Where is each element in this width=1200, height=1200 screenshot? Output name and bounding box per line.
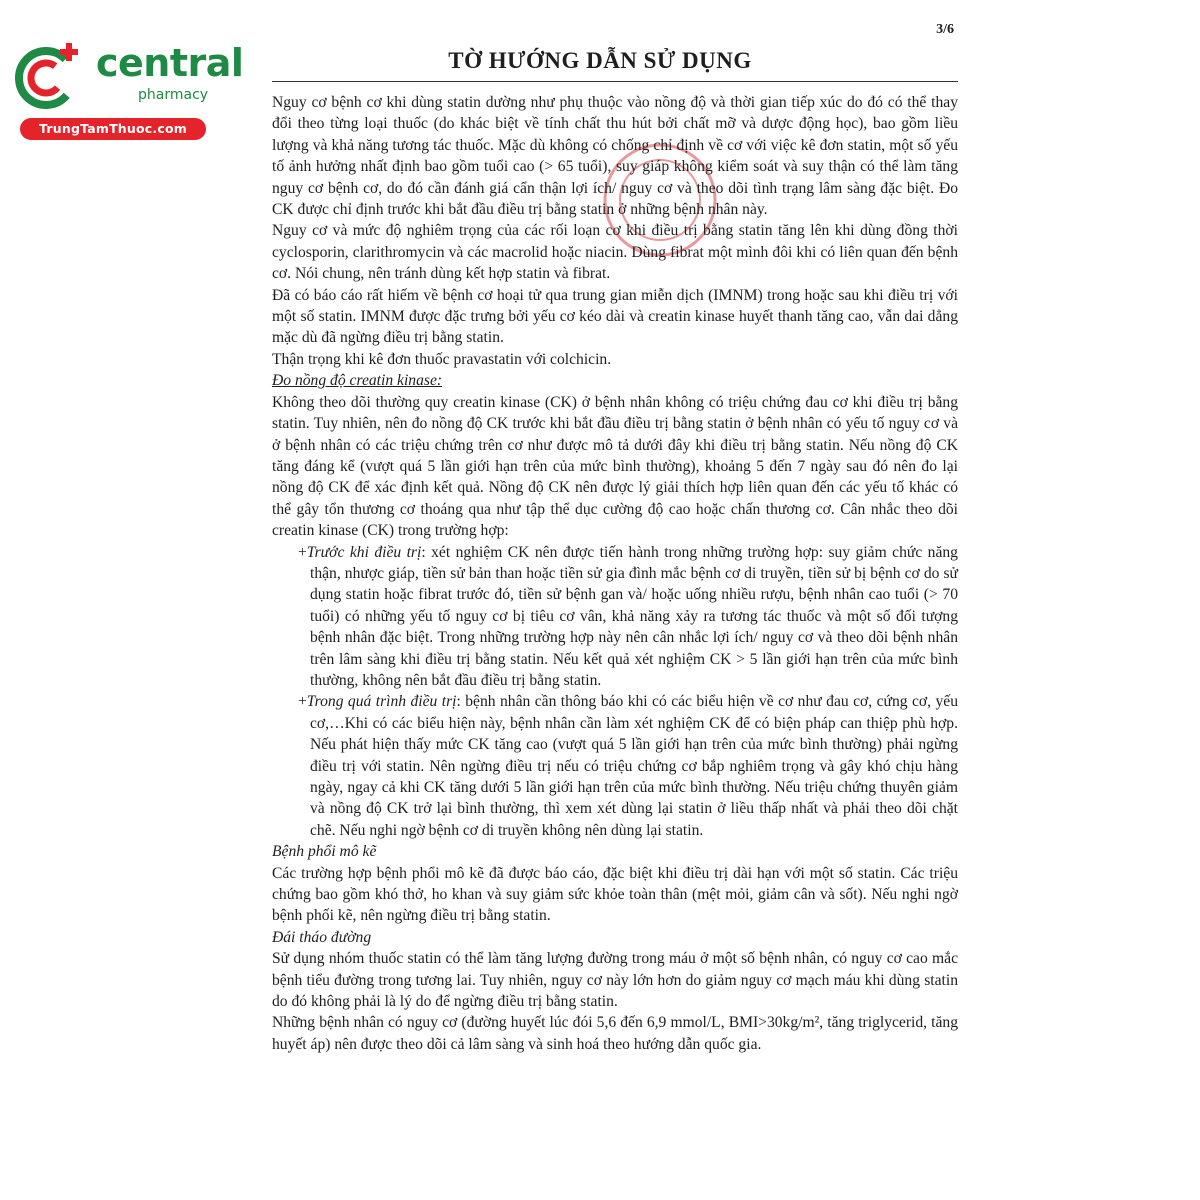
paragraph-ck-monitoring: Không theo dõi thường quy creatin kinase (CK) ở bệnh nhân không có triệu chứng đau cơ khi điều trị bằng statin. Tuy nhiên, nên đo nồng độ CK trước khi bắt đầu điều trị bằng statin ở bệnh nhân có yếu tố nguy cơ và ở bệnh nhân có các triệu chứng trên cơ như được mô tả dưới đây khi điều trị bằng statin. Nếu nồng độ CK tăng đáng kể (vượt quá 5 lần giới hạn trên của mức bình thường), khoảng 5 đến 7 ngày sau đó nên đo lại nồng độ CK để xác định kết quả. Nồng độ CK nên được lý giải thích hợp liên quan đến các yếu tố khác có thể gây tổn thương cơ thoáng qua như tập thể dục cường độ cao hoặc chấn thương cơ. Cân nhắc theo dõi creatin kinase (CK) trong trường hợp: bbox=[272, 393, 958, 540]
bullet-label: Trước khi điều trị bbox=[306, 543, 422, 561]
paragraph-myopathy-risk: Nguy cơ bệnh cơ khi dùng statin dường như phụ thuộc vào nồng độ và thời gian tiếp xúc do đó có thể thay đổi theo từng loại thuốc (do khác biệt về tính chất thu hút bởi chất mỡ và dược động học), bao gồm liều lượng và khả năng tương tác thuốc. Mặc dù không có chống chỉ định về cơ với việc kê đơn statin, một số yếu tố ảnh hưởng nhất định bao gồm tuổi cao (> 65 tuổi), suy giáp không kiểm soát và suy thận có thể làm tăng nguy cơ bệnh cơ, do đó cần đánh giá cẩn thận lợi ích/ nguy cơ và theo dõi tình trạng lâm sàng đặc biệt. Đo CK được chỉ định trước khi bắt đầu điều trị bằng statin ở những bệnh nhân này. bbox=[272, 94, 958, 219]
heading-interstitial-lung-disease: Bệnh phổi mô kẽ bbox=[272, 843, 377, 861]
central-pharmacy-logo-icon bbox=[10, 38, 86, 114]
paragraph-colchicine-caution: Thận trọng khi kê đơn thuốc pravastatin với colchicin. bbox=[272, 350, 612, 368]
heading-diabetes: Đái tháo đường bbox=[272, 928, 372, 946]
logo-brand-name: central bbox=[96, 41, 244, 85]
bullet-during-treatment: +Trong quá trình điều trị: bệnh nhân cần thông báo khi có các biểu hiện về cơ như đau cơ, cứng cơ, yếu cơ,…Khi có các biểu hiện này, bệnh nhân cần làm xét nghiệm CK để có biện pháp can thiệp phù hợp. Nếu phát hiện thấy mức CK tăng cao (vượt quá 5 lần giới hạn trên của mức bình thường) phải ngừng điều trị với statin. Nên ngừng điều trị nếu có triệu chứng cơ bắp nghiêm trọng và gây khó chịu hàng ngày, ngay cả khi CK tăng dưới 5 lần giới hạn trên của mức bình thường. Nếu triệu chứng thuyên giảm và nồng độ CK trở lại bình thường, thì xem xét dùng lại statin ở liều thấp nhất và phải theo dõi chặt chẽ. Nếu nghi ngờ bệnh cơ di truyền không nên dùng lại statin. bbox=[298, 693, 958, 839]
paragraph-diabetes-monitoring: Những bệnh nhân có nguy cơ (đường huyết lúc đói 5,6 đến 6,9 mmol/L, BMI>30kg/m², tăng triglycerid, tăng huyết áp) nên được theo dõi cả lâm sàng và sinh hoá theo hướng dẫn quốc gia. bbox=[272, 1014, 958, 1053]
page-number: 3/6 bbox=[936, 22, 954, 37]
paragraph-drug-interactions: Nguy cơ và mức độ nghiêm trọng của các rối loạn cơ khi điều trị bằng statin tăng lên khi dùng đồng thời cyclosporin, clarithromycin và các macrolid hoặc niacin. Dùng fibrat một mình đôi khi có liên quan đến bệnh cơ. Nói chung, nên tránh dùng kết hợp statin và fibrat. bbox=[272, 222, 958, 283]
logo-website-url: TrungTamThuoc.com bbox=[20, 118, 206, 140]
paragraph-diabetes: Sử dụng nhóm thuốc statin có thể làm tăng lượng đường trong máu ở một số bệnh nhân, có nguy cơ cao mắc bệnh tiểu đường trong tương lai. Tuy nhiên, nguy cơ này lớn hơn do giảm nguy cơ mạch máu khi dùng statin do đó không phải là lý do để ngừng điều trị bằng statin. bbox=[272, 950, 958, 1011]
document-body bbox=[272, 92, 958, 1055]
paragraph-imnm: Đã có báo cáo rất hiếm về bệnh cơ hoại tử qua trung gian miễn dịch (IMNM) trong hoặc sau khi điều trị với một số statin. IMNM được đặc trưng bởi yếu cơ kéo dài và creatin kinase huyết thanh tăng cao, vẫn dai dẳng mặc dù đã ngừng điều trị bằng statin. bbox=[272, 286, 958, 347]
paragraph-interstitial-lung-disease: Các trường hợp bệnh phổi mô kẽ đã được báo cáo, đặc biệt khi điều trị dài hạn với một số statin. Các triệu chứng bao gồm khó thở, ho khan và suy giảm sức khỏe toàn thân (mệt mỏi, giảm cân và sốt). Nếu nghi ngờ bệnh phối kẽ, nên ngừng điều trị bằng statin. bbox=[272, 864, 958, 925]
bullet-text: : bệnh nhân cần thông báo khi có các biểu hiện về cơ như đau cơ, cứng cơ, yếu cơ,…Khi có các biểu hiện này, bệnh nhân cần làm xét nghiệm CK để có biện pháp can thiệp phù hợp. Nếu phát hiện thấy mức CK tăng cao (vượt quá 5 lần giới hạn trên của mức bình thường) phải ngừng điều trị với statin. Nên ngừng điều trị nếu có triệu chứng cơ bắp nghiêm trọng và gây khó chịu hàng ngày, ngay cả khi CK tăng dưới 5 lần giới hạn trên của mức bình thường. Nếu triệu chứng thuyên giảm và nồng độ CK trở lại bình thường, thì xem xét dùng lại statin ở liều thấp nhất và phải theo dõi chặt chẽ. Nếu nghi ngờ bệnh cơ di truyền không nên dùng lại statin. bbox=[310, 693, 958, 839]
title-divider bbox=[272, 81, 958, 82]
bullet-text: : xét nghiệm CK nên được tiến hành trong những trường hợp: suy giảm chức năng thận, nhược giáp, tiền sử bản than hoặc tiền sử gia đình mắc bệnh cơ di truyền, tiền sử bị bệnh cơ do sử dụng statin hoặc fibrat trước đó, tiền sử bệnh gan và/ hoặc uống nhiều rượu, bệnh nhân cao tuổi (> 70 tuổi) có những yếu tố nguy cơ bị tiêu cơ vân, khả năng xảy ra tương tác thuốc và một số đối tượng bệnh nhân đặc biệt. Trong những trường hợp này nên cân nhắc lợi ích/ nguy cơ và theo dõi bệnh nhân trên lâm sàng khi điều trị bằng statin. Nếu kết quả xét nghiệm CK > 5 lần giới hạn trên của mức bình thường, không nên bắt đầu điều trị bằng statin. bbox=[310, 543, 958, 689]
document-page bbox=[270, 20, 970, 1160]
logo-subtitle: pharmacy bbox=[138, 87, 209, 103]
heading-ck-measurement: Đo nồng độ creatin kinase: bbox=[272, 372, 443, 390]
brand-logo bbox=[10, 38, 244, 138]
bullet-label: Trong quá trình điều trị bbox=[306, 693, 457, 711]
bullet-before-treatment: +Trước khi điều trị: xét nghiệm CK nên được tiến hành trong những trường hợp: suy giảm chức năng thận, nhược giáp, tiền sử bản than hoặc tiền sử gia đình mắc bệnh cơ di truyền, tiền sử bị bệnh cơ do sử dụng statin hoặc fibrat trước đó, tiền sử bệnh gan và/ hoặc uống nhiều rượu, bệnh nhân cao tuổi (> 70 tuổi) có những yếu tố nguy cơ bị tiêu cơ vân, khả năng xảy ra tương tác thuốc và một số đối tượng bệnh nhân đặc biệt. Trong những trường hợp này nên cân nhắc lợi ích/ nguy cơ và theo dõi bệnh nhân trên lâm sàng khi điều trị bằng statin. Nếu kết quả xét nghiệm CK > 5 lần giới hạn trên của mức bình thường, không nên bắt đầu điều trị bằng statin. bbox=[298, 543, 958, 689]
page-title: TỜ HƯỚNG DẪN SỬ DỤNG bbox=[448, 48, 752, 73]
